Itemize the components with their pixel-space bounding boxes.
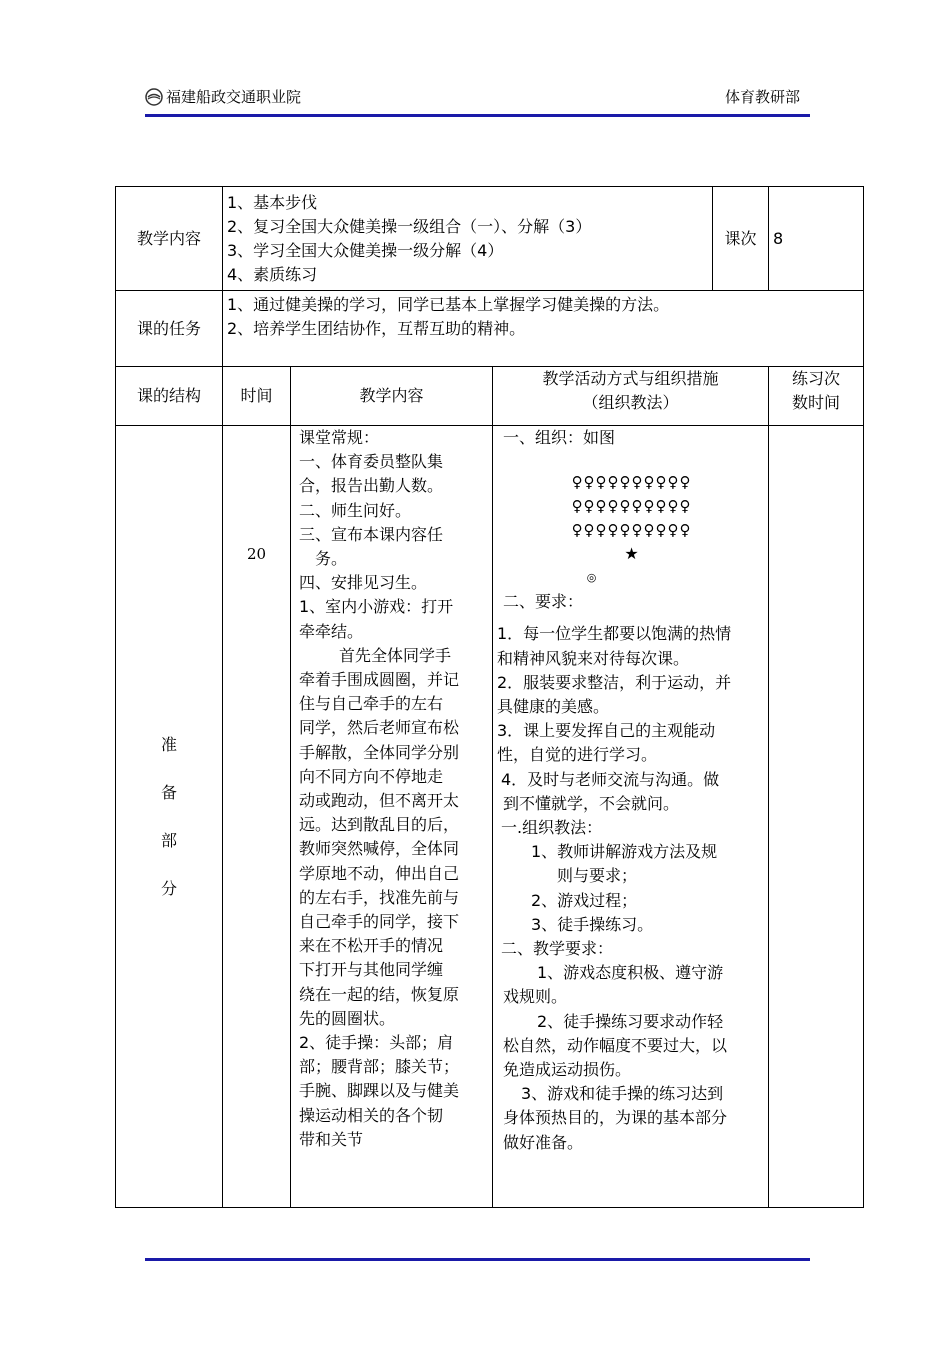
content-row <box>116 187 864 291</box>
content-line: 动或跑动，但不离开太 <box>299 791 460 811</box>
header-practice-line1: 练习次 <box>792 369 841 388</box>
org-title: 一、组织：如图 <box>503 428 616 447</box>
content-line: 课堂常规： <box>299 428 380 447</box>
school-name-block <box>145 86 301 107</box>
formation-row: ♀♀♀♀♀♀♀♀♀♀ <box>571 497 692 516</box>
activity-line: 1、游戏态度积极、遵守游 <box>537 963 724 983</box>
content-item: 3、学习全国大众健美操一级分解（4） <box>227 240 504 260</box>
content-line: 部；腰背部；膝关节； <box>299 1057 460 1077</box>
prep-label-char: 部 <box>160 830 177 850</box>
header-activity-line2: （组织教法） <box>582 393 679 412</box>
spacer <box>497 614 766 622</box>
content-line: 下打开与其他同学缠 <box>299 960 444 980</box>
content-line: 同学，然后老师宣布松 <box>299 718 460 738</box>
content-line: 合，报告出勤人数。 <box>299 476 444 496</box>
prep-label-char: 准 <box>160 734 177 754</box>
column-header-row <box>116 367 864 426</box>
content-line: 绕在一起的结，恢复原 <box>299 984 460 1004</box>
header-content: 教学内容 <box>291 367 493 426</box>
activity-line: 3、徒手操练习。 <box>531 914 654 934</box>
lesson-number: 8 <box>769 187 864 291</box>
content-line: 先的圆圈状。 <box>299 1008 396 1028</box>
activity-line: 到不懂就学，不会就问。 <box>503 793 680 813</box>
activity-line: 身体预热目的，为课的基本部分 <box>503 1108 728 1128</box>
activity-line: 3、游戏和徒手操的练习达到 <box>521 1084 724 1104</box>
activity-line: 做好准备。 <box>503 1132 584 1152</box>
activity-line: 4．及时与老师交流与沟通。做 <box>501 769 720 789</box>
content-line: 手解散，全体同学分别 <box>299 742 460 762</box>
prep-content <box>291 426 493 1208</box>
content-line: 的左右手，找准先前与 <box>299 887 460 907</box>
content-line: 手腕、脚踝以及与健美 <box>299 1081 460 1101</box>
task-item: 1、通过健美操的学习，同学已基本上掌握学习健美操的方法。 <box>227 295 670 314</box>
lesson-number-label: 课次 <box>713 187 769 291</box>
content-item: 2、复习全国大众健美操一级组合（一）、分解（3） <box>227 216 592 236</box>
header-practice-line2: 数时间 <box>792 393 841 412</box>
prep-time-cell <box>223 426 291 1208</box>
activity-line: 2．服装要求整洁，利于运动，并 <box>497 672 732 692</box>
content-line: 来在不松开手的情况 <box>299 936 444 956</box>
content-line: 一、体育委员整队集 <box>299 452 444 472</box>
formation-row: ♀♀♀♀♀♀♀♀♀♀ <box>571 521 692 540</box>
task-row <box>116 291 864 367</box>
header-rule <box>145 114 810 117</box>
content-line: 务。 <box>315 549 348 569</box>
content-line: 三、宣布本课内容任 <box>299 524 444 544</box>
task-label: 课的任务 <box>116 291 223 367</box>
activity-line: 2、徒手操练习要求动作轻 <box>537 1011 724 1031</box>
prep-practice <box>769 426 864 1208</box>
activity-line: 松自然，动作幅度不要过大，以 <box>503 1035 728 1055</box>
content-line: 牵着手围成圆圈，并记 <box>299 670 460 690</box>
content-label: 教学内容 <box>116 187 223 291</box>
activity-line: 具健康的美感。 <box>497 697 610 717</box>
content-list <box>223 187 713 291</box>
activity-line: 1、教师讲解游戏方法及规 <box>531 842 718 862</box>
activity-line: 免造成运动损伤。 <box>503 1060 632 1080</box>
content-line: 二、师生问好。 <box>299 500 412 520</box>
content-item: 4、素质练习 <box>227 264 318 284</box>
activity-line: 一.组织教法： <box>501 818 603 838</box>
req-title: 二、要求： <box>503 592 584 612</box>
school-name: 福建船政交通职业院 <box>166 88 302 106</box>
prep-label <box>116 426 223 1208</box>
content-line: 带和关节 <box>299 1129 364 1149</box>
page-header <box>145 80 810 116</box>
header-practice <box>769 367 864 426</box>
activity-line: 1．每一位学生都要以饱满的热情 <box>497 624 732 644</box>
header-activity-line1: 教学活动方式与组织措施 <box>542 369 719 388</box>
activity-line: 则与要求； <box>557 866 638 886</box>
content-item: 1、基本步伐 <box>227 192 318 212</box>
content-line: 向不同方向不停地走 <box>299 766 444 786</box>
star-icon: ★ <box>624 544 639 564</box>
content-line: 2、徒手操：头部；肩 <box>299 1033 454 1053</box>
prep-row <box>116 426 864 1208</box>
header-activity <box>493 367 769 426</box>
activity-line: 二、教学要求： <box>501 939 614 959</box>
lesson-plan-table <box>115 186 864 1208</box>
task-list <box>223 291 864 367</box>
header-time: 时间 <box>223 367 291 426</box>
content-line: 操运动相关的各个韧 <box>299 1105 444 1125</box>
task-item: 2、培养学生团结协作，互帮互助的精神。 <box>227 319 526 338</box>
department-name: 体育教研部 <box>724 88 800 106</box>
activity-line: 戏规则。 <box>503 987 568 1007</box>
school-logo-icon <box>145 88 163 106</box>
activity-line: 性，自觉的进行学习。 <box>497 745 658 765</box>
prep-label-char: 备 <box>160 782 177 802</box>
prep-activity <box>493 426 769 1208</box>
content-line: 学原地不动，伸出自己 <box>299 863 460 883</box>
header-structure: 课的结构 <box>116 367 223 426</box>
activity-line: 和精神风貌来对待每次课。 <box>497 648 690 668</box>
content-line: 远。达到散乱目的后， <box>299 815 460 835</box>
spacer <box>497 450 766 470</box>
content-line: 四、安排见习生。 <box>299 573 428 593</box>
content-line: 首先全体同学手 <box>339 645 452 665</box>
formation-row: ♀♀♀♀♀♀♀♀♀♀ <box>571 473 692 492</box>
content-line: 1、室内小游戏：打开 <box>299 597 454 617</box>
prep-label-char: 分 <box>160 878 177 898</box>
prep-time: 20 <box>246 545 267 563</box>
footer-rule <box>145 1258 810 1261</box>
content-line: 牵牵结。 <box>299 621 364 641</box>
activity-line: 2、游戏过程； <box>531 890 638 910</box>
content-line: 自己牵手的同学，接下 <box>299 912 460 932</box>
content-line: 住与自己牵手的左右 <box>299 694 444 714</box>
activity-line: 3．课上要发挥自己的主观能动 <box>497 721 716 741</box>
teacher-position-icon: ◎ <box>586 571 597 585</box>
content-line: 教师突然喊停，全体同 <box>299 839 460 859</box>
